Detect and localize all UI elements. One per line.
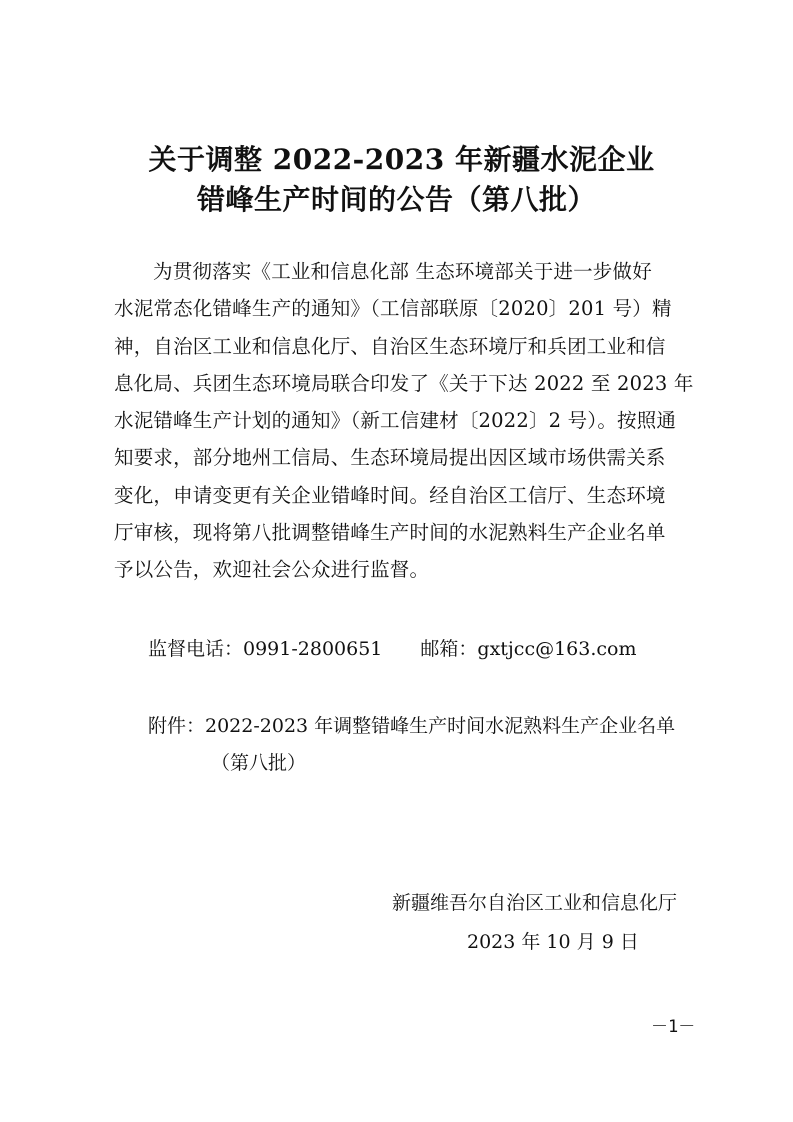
body-line: 知要求，部分地州工信局、生态环境局提出因区域市场供需关系 bbox=[114, 446, 666, 470]
body-line: 水泥常态化错峰生产的通知》（工信部联原〔2020〕201 号）精 bbox=[114, 297, 672, 321]
contact-email: 邮箱：gxtjcc@163.com bbox=[420, 638, 637, 660]
body-line: 厅审核，现将第八批调整错峰生产时间的水泥熟料生产企业名单 bbox=[114, 521, 666, 545]
body-line: 变化，申请变更有关企业错峰时间。经自治区工信厅、生态环境 bbox=[114, 483, 666, 507]
issue-date: 2023 年 10 月 9 日 bbox=[467, 931, 639, 953]
body-line: 息化局、兵团生态环境局联合印发了《关于下达 2022 至 2023 年 bbox=[114, 371, 694, 395]
attachment-note bbox=[148, 708, 675, 782]
body-line: 水泥错峰生产计划的通知》（新工信建材〔2022〕2 号）。按照通 bbox=[114, 409, 677, 433]
contact-info bbox=[148, 632, 637, 666]
contact-phone: 监督电话：0991-2800651 bbox=[148, 638, 383, 660]
body-line: 为贯彻落实《工业和信息化部 生态环境部关于进一步做好 bbox=[153, 260, 652, 283]
title-line-2: 错峰生产时间的公告（第八批） bbox=[196, 183, 596, 216]
attachment-line-1: 附件：2022-2023 年调整错峰生产时间水泥熟料生产企业名单 bbox=[148, 715, 676, 737]
body-line: 神，自治区工业和信息化厅、自治区生态环境厅和兵团工业和信 bbox=[114, 334, 666, 358]
attachment-line-2: （第八批） bbox=[211, 752, 307, 774]
title-line-1: 关于调整 2022-2023 年新疆水泥企业 bbox=[148, 143, 655, 176]
issuer-signature: 新疆维吾尔自治区工业和信息化厅 bbox=[392, 892, 678, 914]
document-title bbox=[0, 140, 793, 220]
body-line: 予以公告，欢迎社会公众进行监督。 bbox=[114, 558, 430, 582]
page-number: －1－ bbox=[651, 1017, 696, 1037]
body-paragraph bbox=[114, 253, 694, 589]
